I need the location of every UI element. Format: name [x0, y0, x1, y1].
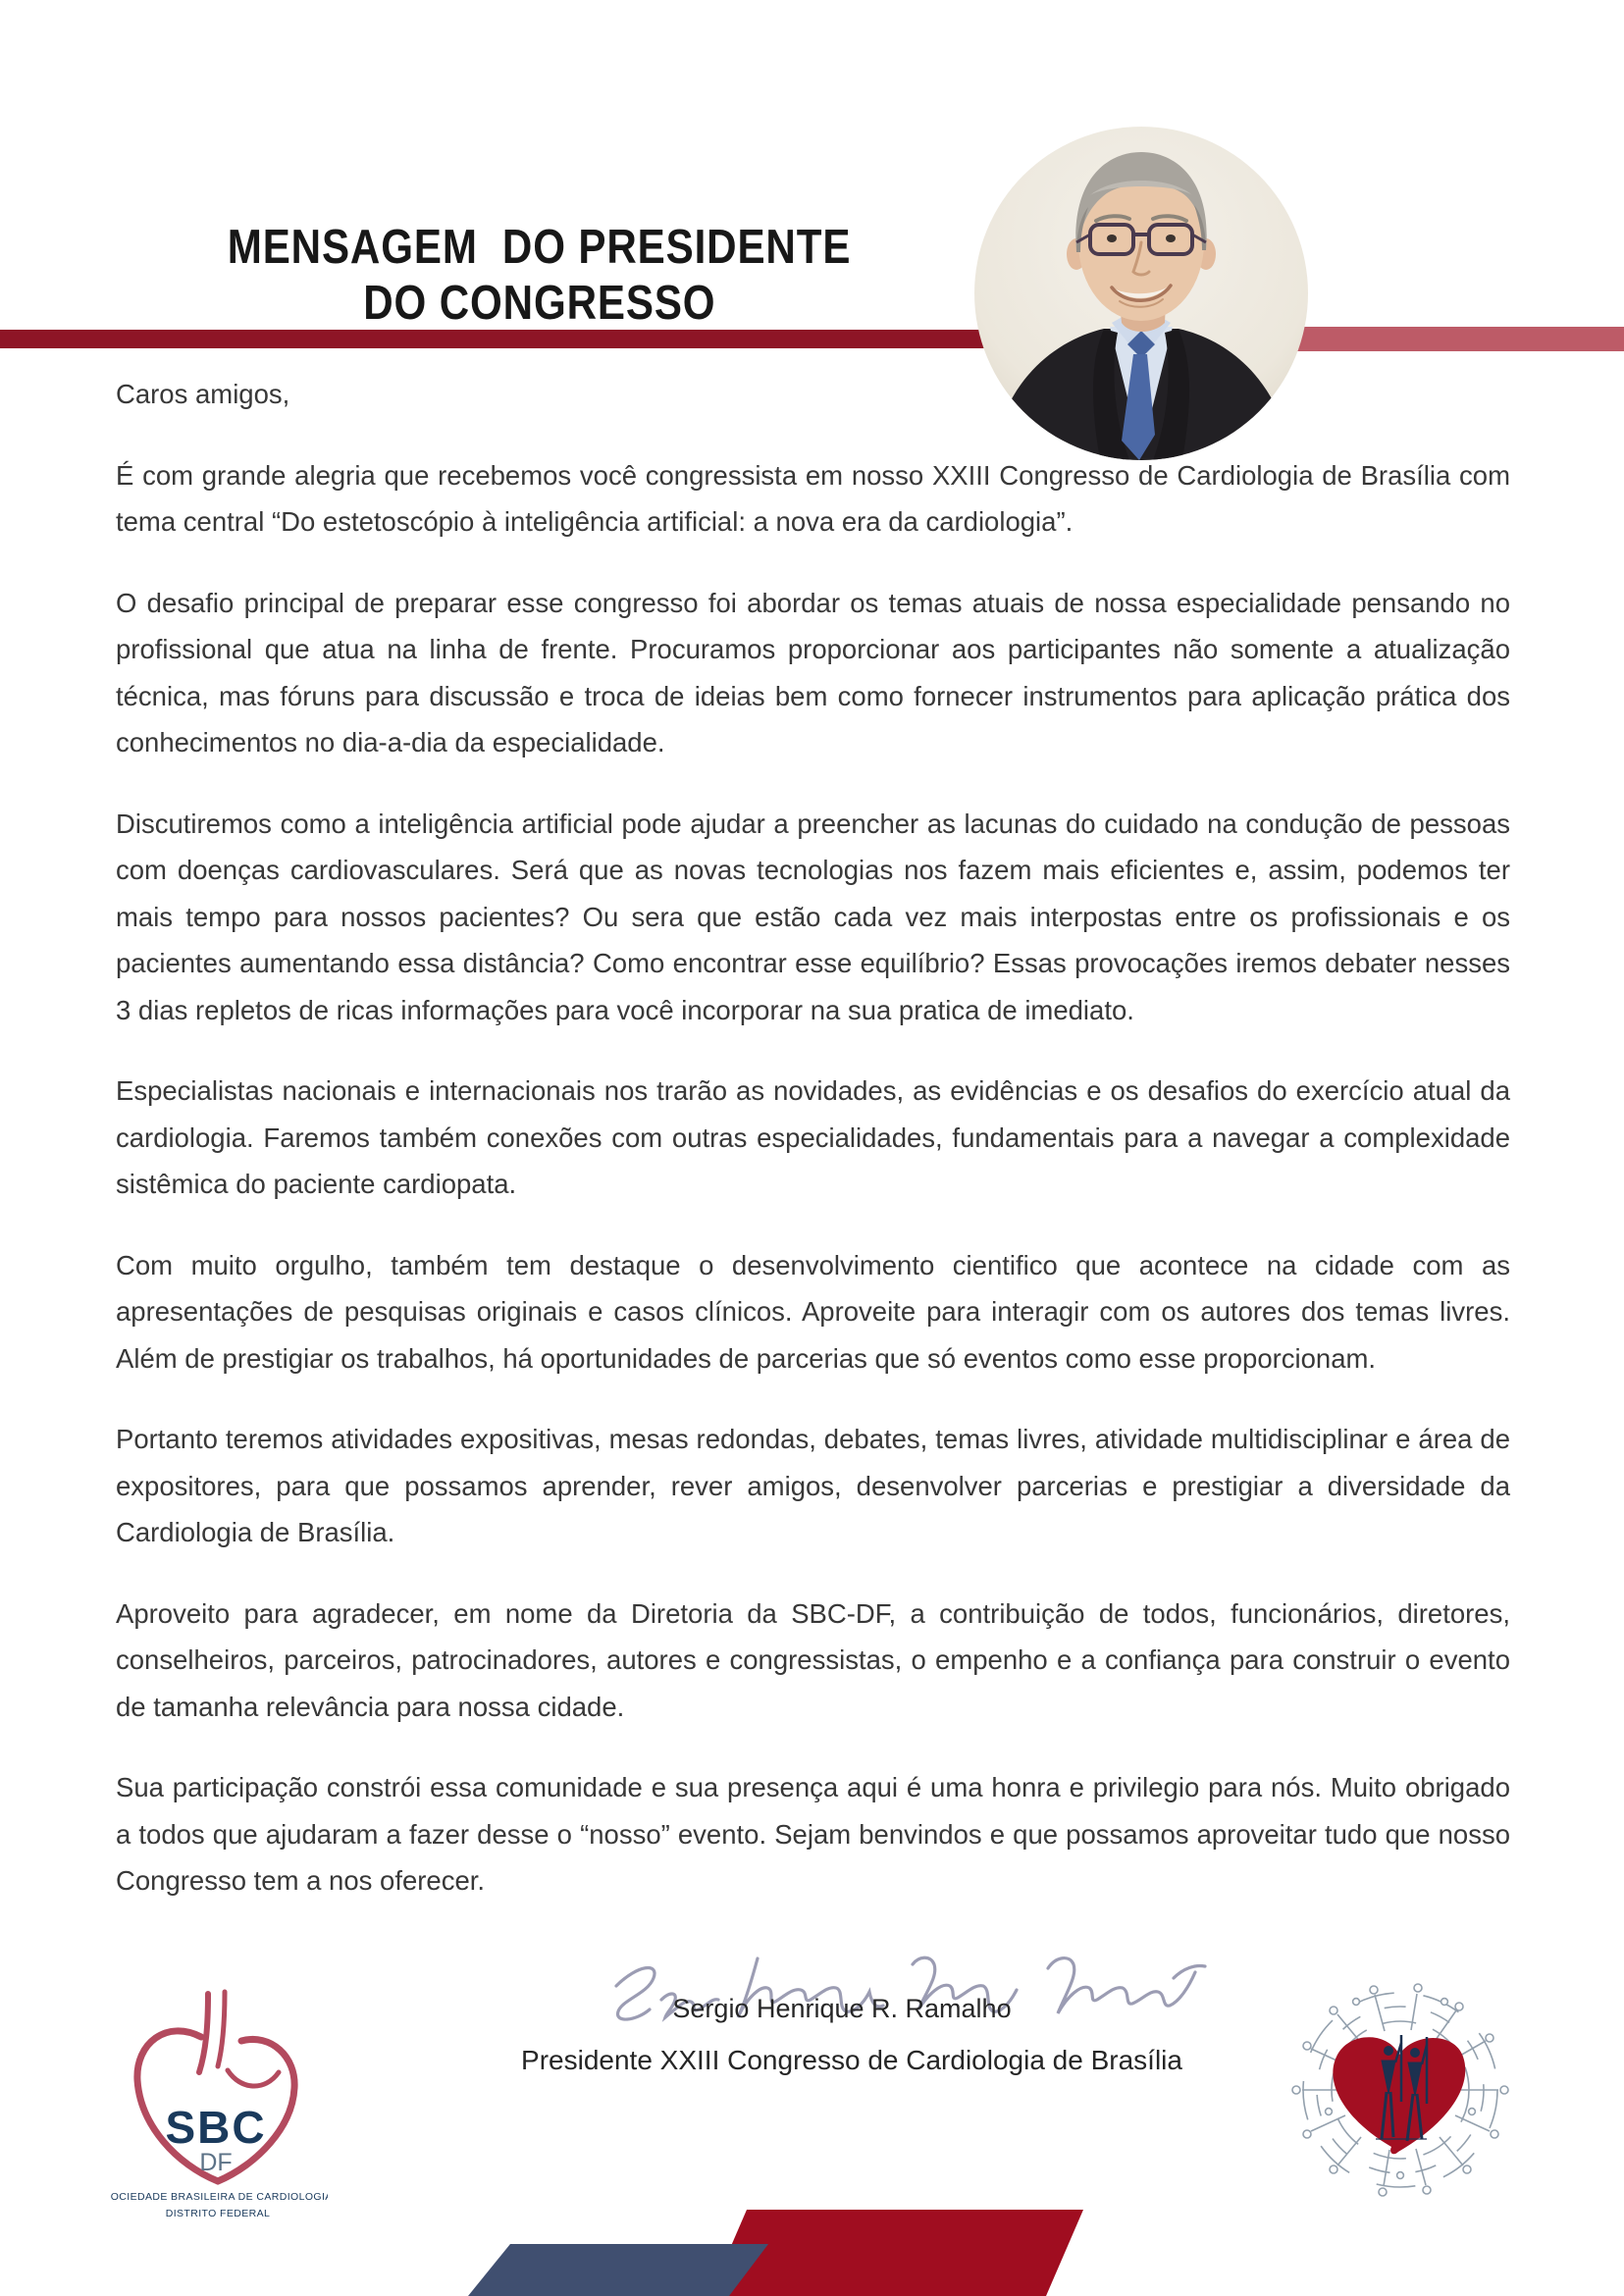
paragraph-1: É com grande alegria que recebemos você congressista em nosso XXIII Congresso de Cardiologia de Brasília com tema central “Do estetoscópio à inteligência artificial: a nova era da cardiologia”.: [116, 459, 1510, 537]
paragraph-3: Discutiremos como a inteligência artificial pode ajudar a preencher as lacunas do cuidado na condução de pessoas com doenças cardiovasculares. Será que as novas tecnologias nos fazem mais eficientes e, assim, podemos ter mais tempo para nossos pacientes? Ou sera que estão cada vez mais interpostas entre os profissionais e os pacientes aumentando essa distância? Como encontrar esse equilíbrio? Essas provocações iremos debater nesses 3 dias repletos de ricas informações para você incorporar na sua pratica de imediato.: [116, 808, 1510, 1025]
paragraph-5: Com muito orgulho, também tem destaque o desenvolvimento cientifico que acontece na cidade com as apresentações de pesquisas originais e casos clínicos. Aproveite para interagir com os autores dos temas livres. Além de prestigiar os trabalhos, há oportunidades de parcerias que só eventos como esse proporcionam.: [116, 1249, 1510, 1374]
salutation: Caros amigos,: [116, 379, 290, 409]
signature-role: Presidente XXIII Congresso de Cardiologia de Brasília: [521, 2045, 1182, 2075]
header-band-dark: [0, 330, 1138, 348]
paragraph-2: O desafio principal de preparar esse congresso foi abordar os temas atuais de nossa especialidade pensando no profissional que atua na linha de frente. Procuramos proporcionar aos participantes não somente a atualização técnica, mas fóruns para discussão e troca de ideias bem como fornecer instrumentos para aplicação prática dos conhecimentos no dia-a-dia da especialidade.: [116, 587, 1510, 757]
letter-body: [116, 371, 1510, 1939]
footer-blue-parallelogram: [468, 2244, 768, 2296]
sbc-region: DF: [199, 2149, 233, 2176]
sbc-caption-line1: SOCIEDADE BRASILEIRA DE CARDIOLOGIA: [110, 2191, 328, 2203]
paragraph-7: Aproveito para agradecer, em nome da Diretoria da SBC-DF, a contribuição de todos, funcionários, diretores, conselheiros, parceiros, patrocinadores, autores e congressistas, o empenho e a confiança para construir o evento de tamanha relevância para nossa cidade.: [116, 1597, 1510, 1722]
paragraph-8: Sua participação constrói essa comunidade e sua presença aqui é uma honra e privilegio para nós. Muito obrigado a todos que ajudaram a fazer desse o “nosso” evento. Sejam benvindos e que possamos aproveitar tudo que nosso Congresso tem a nos oferecer.: [116, 1772, 1510, 1896]
paragraph-6: Portanto teremos atividades expositivas, mesas redondas, debates, temas livres, atividade multidisciplinar e área de expositores, para que possamos aprender, rever amigos, desenvolver parcerias e prestigiar a diversidade da Cardiologia de Brasília.: [116, 1424, 1510, 1547]
signature-name: Sergio Henrique R. Ramalho: [672, 1994, 1012, 2023]
sbc-caption-line2: DISTRITO FEDERAL: [165, 2208, 271, 2219]
sbc-acronym: SBC: [165, 2102, 267, 2153]
paragraph-4: Especialistas nacionais e internacionais nos trarão as novidades, as evidências e os desafios do exercício atual da cardiologia. Faremos também conexões com outras especialidades, fundamentais para a navegar a complexidade sistêmica do paciente cardiopata.: [116, 1075, 1510, 1199]
page-title: [167, 220, 913, 332]
footer-red-parallelogram: [709, 2210, 1083, 2296]
page-title-line1: MENSAGEM DO PRESIDENTE: [228, 221, 852, 274]
page-title-line2: DO CONGRESSO: [363, 277, 716, 330]
